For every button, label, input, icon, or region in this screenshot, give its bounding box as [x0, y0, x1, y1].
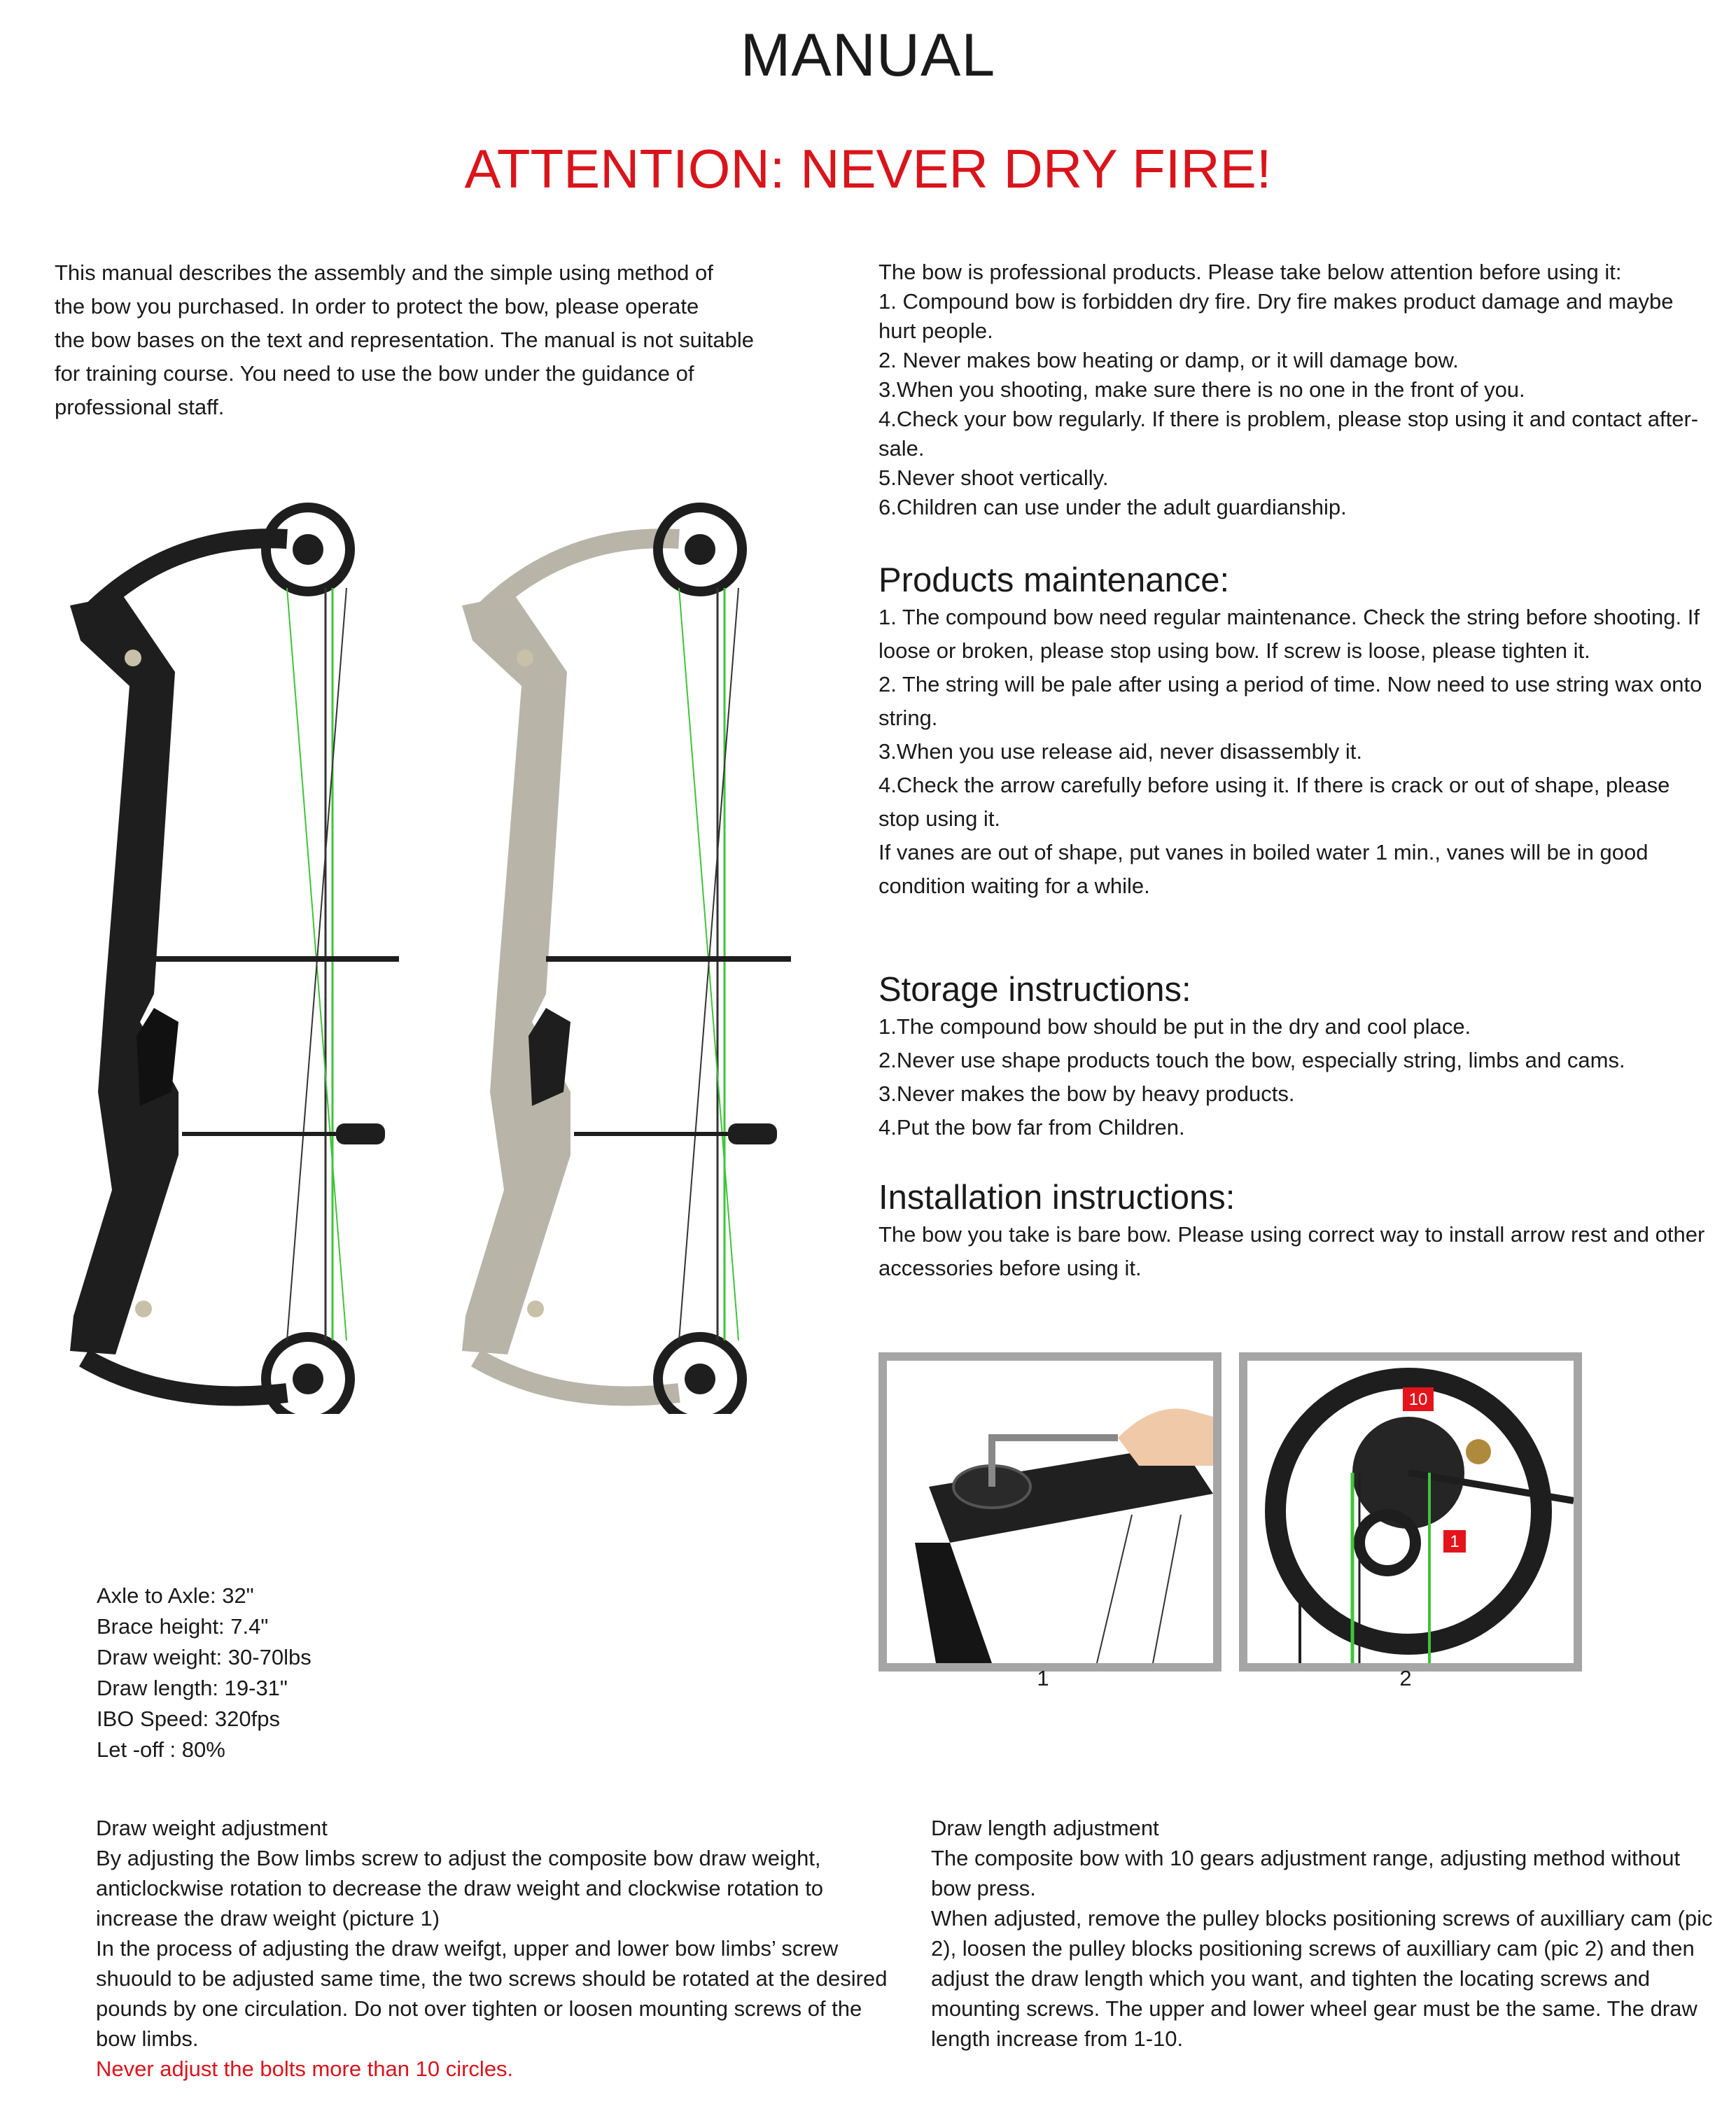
storage-section: [878, 969, 1708, 1144]
draw-weight-section: [96, 1813, 894, 2084]
draw-weight-text: In the process of adjusting the draw weifgt, upper and lower bow limbs’ screw shuould to be adjusted same time, the two screws should be rotated at the desired pounds by one circulation. Do not over tighten or loosen mounting screws of the bow limbs.: [96, 1936, 888, 2051]
draw-weight-title: Draw weight adjustment: [96, 1816, 328, 1840]
storage-item: 1.The compound bow should be put in the dry and cool place.: [878, 1014, 1471, 1039]
storage-item: 2.Never use shape products touch the bow, especially string, limbs and cams.: [878, 1048, 1625, 1072]
photo-caption-2: 2: [1399, 1666, 1412, 1690]
specifications: [97, 1581, 312, 1765]
maintenance-item: 3.When you use release aid, never disassembly it.: [878, 739, 1362, 764]
draw-weight-text: By adjusting the Bow limbs screw to adjust the composite bow draw weight, anticlockwise rotation to decrease the draw weight and clockwise rotation to increase the draw weight (picture 1): [96, 1846, 824, 1931]
installation-section: [878, 1177, 1708, 1285]
warnings-list: [878, 258, 1708, 522]
intro-line: the bow you purchased. In order to protect the bow, please operate: [55, 294, 699, 318]
photo-limb-screw: [878, 1352, 1222, 1672]
warning-item: 6.Children can use under the adult guardianship.: [878, 495, 1347, 519]
draw-weight-warning: Never adjust the bolts more than 10 circles.: [96, 2057, 514, 2081]
spec-axle: Axle to Axle: 32": [97, 1583, 254, 1608]
sand-bow-riser: [462, 595, 570, 1354]
spec-draw-weight: Draw weight: 30-70lbs: [97, 1645, 312, 1669]
intro-line: the bow bases on the text and representation. The manual is not suitable: [55, 328, 754, 352]
intro-line: professional staff.: [55, 395, 225, 419]
attention-warning: ATTENTION: NEVER DRY FIRE!: [464, 138, 1272, 199]
sand-bow: [462, 507, 791, 1414]
installation-text: The bow you take is bare bow. Please using correct way to install arrow rest and other accessories before using it.: [878, 1222, 1705, 1280]
marker-10: 10: [1408, 1390, 1428, 1409]
photo-caption-1: 1: [1037, 1666, 1049, 1690]
warning-item: 2. Never makes bow heating or damp, or it will damage bow.: [878, 348, 1459, 372]
spec-let-off: Let -off : 80%: [97, 1737, 225, 1762]
maintenance-item: If vanes are out of shape, put vanes in boiled water 1 min., vanes will be in good condition waiting for a while.: [878, 840, 1648, 898]
installation-title: Installation instructions:: [878, 1179, 1236, 1217]
intro-line: for training course. You need to use the bow under the guidance of: [55, 361, 694, 386]
warnings-heading: The bow is professional products. Please take below attention before using it:: [878, 260, 1622, 284]
sand-bow-bottom-limb: [476, 1358, 679, 1396]
bow-illustrations: [56, 490, 868, 1414]
maintenance-item: 4.Check the arrow carefully before using it. If there is crack or out of shape, please stop using it.: [878, 773, 1670, 831]
intro-line: This manual describes the assembly and the simple using method of: [55, 260, 713, 285]
maintenance-item: 1. The compound bow need regular maintenance. Check the string before shooting. If loose or broken, please stop using bow. If screw is loose, please tighten it.: [878, 605, 1700, 663]
black-bow: [70, 507, 399, 1414]
draw-length-section: [931, 1813, 1722, 2054]
intro-paragraph: [55, 256, 846, 424]
bows-svg: [56, 490, 868, 1414]
marker-1: 1: [1450, 1532, 1460, 1551]
storage-item: 4.Put the bow far from Children.: [878, 1115, 1185, 1140]
black-bow-bottom-limb: [84, 1358, 287, 1396]
draw-length-text: The composite bow with 10 gears adjustment range, adjusting method without bow press.: [931, 1846, 1681, 1900]
warning-item: 4.Check your bow regularly. If there is problem, please stop using it and contact after-sale.: [878, 407, 1699, 461]
storage-item: 3.Never makes the bow by heavy products.: [878, 1081, 1295, 1106]
warning-item: 1. Compound bow is forbidden dry fire. Dry fire makes product damage and maybe hurt people.: [878, 289, 1674, 343]
warning-item: 3.When you shooting, make sure there is no one in the front of you.: [878, 377, 1525, 402]
maintenance-title: Products maintenance:: [878, 561, 1230, 599]
draw-length-text: When adjusted, remove the pulley blocks positioning screws of auxilliary cam (pic 2), loosen the pulley blocks positioning screws of auxilliary cam (pic 2) and then adjust the draw length which you want, and tighten the locating screws and mounting screws. The upper and lower wheel gear must be the same. The draw length increase from 1-10.: [931, 1906, 1713, 2051]
spec-draw-length: Draw length: 19-31": [97, 1676, 288, 1700]
storage-title: Storage instructions:: [878, 971, 1191, 1009]
spec-brace-height: Brace height: 7.4": [97, 1614, 269, 1639]
black-bow-riser: [70, 595, 178, 1354]
maintenance-section: [878, 560, 1708, 903]
photo-cam-module: [1239, 1352, 1582, 1672]
draw-length-title: Draw length adjustment: [931, 1816, 1159, 1840]
spec-ibo-speed: IBO Speed: 320fps: [97, 1707, 280, 1731]
warning-item: 5.Never shoot vertically.: [878, 465, 1109, 490]
maintenance-item: 2. The string will be pale after using a period of time. Now need to use string wax onto string.: [878, 672, 1702, 730]
page-title: MANUAL: [740, 22, 996, 89]
